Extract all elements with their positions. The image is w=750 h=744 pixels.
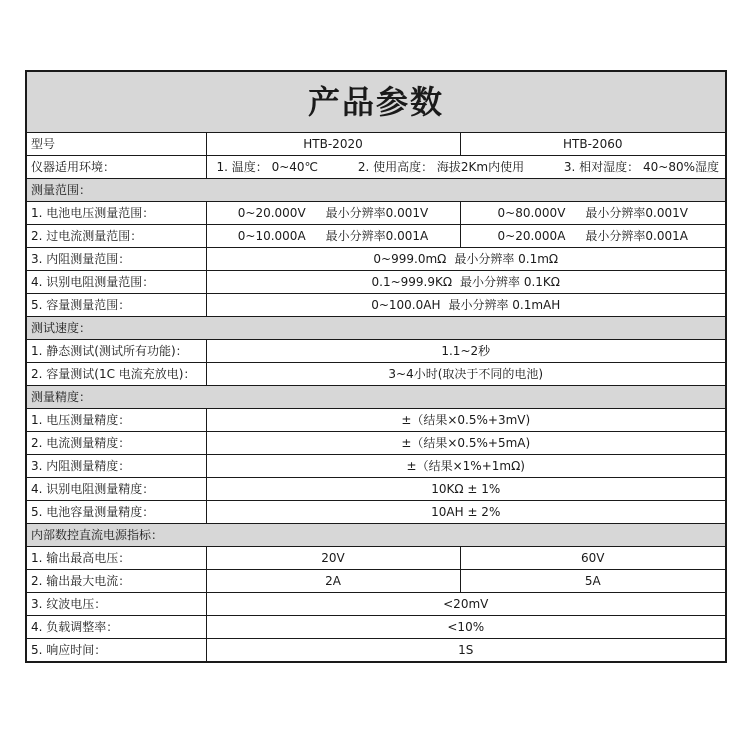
table-row bbox=[26, 593, 726, 616]
table-row bbox=[26, 432, 726, 455]
environment-label: 仪器适用环境： bbox=[26, 156, 206, 179]
table-row bbox=[26, 455, 726, 478]
section-speed bbox=[26, 317, 726, 340]
section-power bbox=[26, 524, 726, 547]
row-label: 1. 输出最高电压： bbox=[26, 547, 206, 570]
value-cell: ±（结果×1%+1mΩ) bbox=[206, 455, 726, 478]
table-row bbox=[26, 202, 726, 225]
range-value: 0~100.0AH bbox=[371, 298, 441, 312]
table-row bbox=[26, 547, 726, 570]
range-value: 0~999.0mΩ bbox=[373, 252, 447, 266]
table-row bbox=[26, 340, 726, 363]
model-b: HTB-2060 bbox=[460, 133, 726, 156]
resolution-value: 最小分辨率0.001V bbox=[325, 206, 429, 220]
range-value: 0~10.000A bbox=[237, 229, 306, 243]
title-row bbox=[26, 71, 726, 133]
resolution-value: 最小分辨率0.001A bbox=[585, 229, 688, 243]
value-cell: <10% bbox=[206, 616, 726, 639]
environment-altitude: 2. 使用高度： 海拔2Km内使用 bbox=[357, 160, 525, 174]
value-cell-b bbox=[460, 202, 726, 225]
value-cell bbox=[206, 271, 726, 294]
resolution-value: 最小分辨率 0.1mAH bbox=[448, 298, 561, 312]
resolution-value: 最小分辨率 0.1KΩ bbox=[460, 275, 560, 289]
value-cell: 1.1~2秒 bbox=[206, 340, 726, 363]
table-row bbox=[26, 570, 726, 593]
row-label: 4. 负载调整率： bbox=[26, 616, 206, 639]
table-row bbox=[26, 616, 726, 639]
table-row bbox=[26, 363, 726, 386]
row-label: 3. 内阻测量精度： bbox=[26, 455, 206, 478]
range-value: 0~20.000A bbox=[497, 229, 566, 243]
section-header: 内部数控直流电源指标： bbox=[26, 524, 726, 547]
table-row bbox=[26, 271, 726, 294]
table-row bbox=[26, 639, 726, 663]
table-row bbox=[26, 248, 726, 271]
environment-temp: 1. 温度： 0~40℃ bbox=[216, 160, 319, 174]
row-label: 1. 电池电压测量范围： bbox=[26, 202, 206, 225]
environment-row bbox=[26, 156, 726, 179]
value-cell-b: 60V bbox=[460, 547, 726, 570]
range-value: 0~20.000V bbox=[237, 206, 306, 220]
environment-values bbox=[206, 156, 726, 179]
value-cell: ±（结果×0.5%+5mA) bbox=[206, 432, 726, 455]
table-row bbox=[26, 294, 726, 317]
value-cell: 10AH ± 2% bbox=[206, 501, 726, 524]
row-label: 2. 电流测量精度： bbox=[26, 432, 206, 455]
row-label: 5. 容量测量范围： bbox=[26, 294, 206, 317]
range-value: 0~80.000V bbox=[497, 206, 566, 220]
value-cell-a bbox=[206, 225, 460, 248]
row-label: 3. 纹波电压： bbox=[26, 593, 206, 616]
value-cell bbox=[206, 248, 726, 271]
row-label: 2. 容量测试(1C 电流充放电)： bbox=[26, 363, 206, 386]
value-cell: 1S bbox=[206, 639, 726, 663]
value-cell-a bbox=[206, 202, 460, 225]
value-cell-b: 5A bbox=[460, 570, 726, 593]
section-accuracy bbox=[26, 386, 726, 409]
section-header: 测量范围： bbox=[26, 179, 726, 202]
section-header: 测量精度： bbox=[26, 386, 726, 409]
value-cell bbox=[206, 294, 726, 317]
resolution-value: 最小分辨率 0.1mΩ bbox=[454, 252, 559, 266]
value-cell: <20mV bbox=[206, 593, 726, 616]
value-cell-a: 2A bbox=[206, 570, 460, 593]
model-a: HTB-2020 bbox=[206, 133, 460, 156]
value-cell: 10KΩ ± 1% bbox=[206, 478, 726, 501]
row-label: 1. 电压测量精度： bbox=[26, 409, 206, 432]
value-cell-b bbox=[460, 225, 726, 248]
page-title: 产品参数 bbox=[26, 71, 726, 133]
value-cell-a: 20V bbox=[206, 547, 460, 570]
resolution-value: 最小分辨率0.001A bbox=[325, 229, 429, 243]
range-value: 0.1~999.9KΩ bbox=[371, 275, 453, 289]
row-label: 1. 静态测试(测试所有功能)： bbox=[26, 340, 206, 363]
resolution-value: 最小分辨率0.001V bbox=[585, 206, 688, 220]
row-label: 2. 过电流测量范围： bbox=[26, 225, 206, 248]
model-label: 型号 bbox=[26, 133, 206, 156]
row-label: 5. 响应时间： bbox=[26, 639, 206, 663]
row-label: 4. 识别电阻测量精度： bbox=[26, 478, 206, 501]
row-label: 2. 输出最大电流： bbox=[26, 570, 206, 593]
section-header: 测试速度： bbox=[26, 317, 726, 340]
table-row bbox=[26, 409, 726, 432]
section-range bbox=[26, 179, 726, 202]
model-row bbox=[26, 133, 726, 156]
value-cell: 3~4小时(取决于不同的电池) bbox=[206, 363, 726, 386]
environment-humidity: 3. 相对湿度： 40~80%湿度 bbox=[563, 160, 719, 174]
table-row bbox=[26, 225, 726, 248]
value-cell: ±（结果×0.5%+3mV) bbox=[206, 409, 726, 432]
row-label: 4. 识别电阻测量范围： bbox=[26, 271, 206, 294]
table-row bbox=[26, 501, 726, 524]
row-label: 3. 内阻测量范围： bbox=[26, 248, 206, 271]
product-spec-table bbox=[25, 70, 727, 663]
row-label: 5. 电池容量测量精度： bbox=[26, 501, 206, 524]
table-row bbox=[26, 478, 726, 501]
